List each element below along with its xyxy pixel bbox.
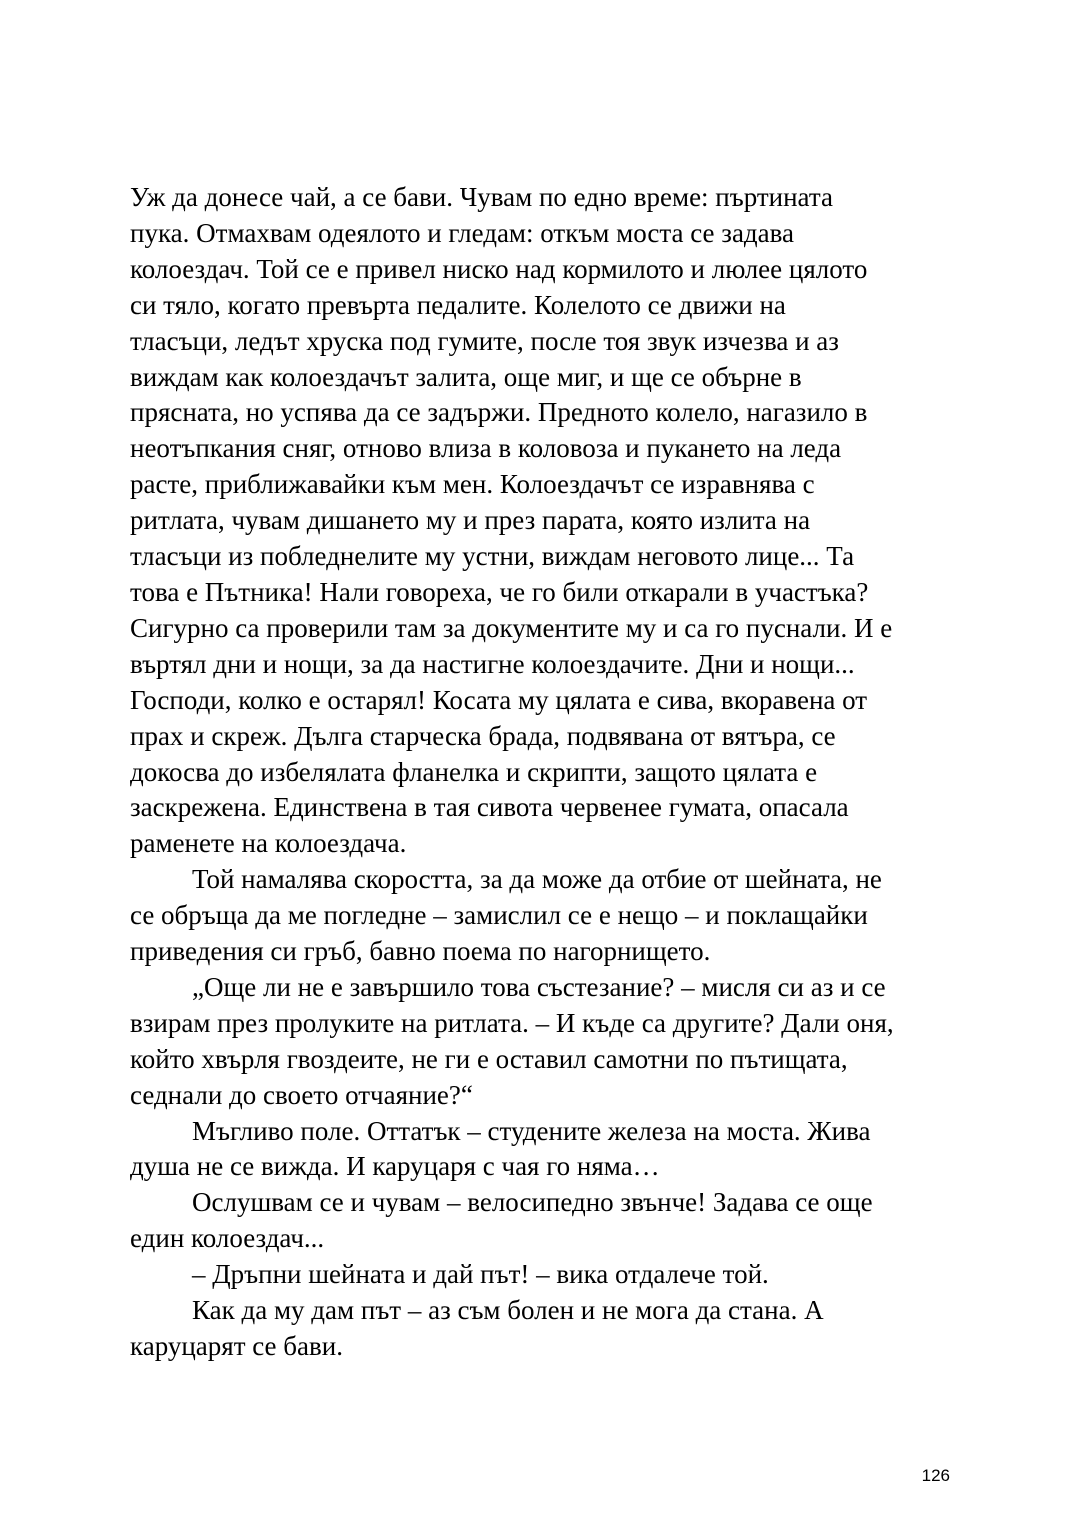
text-line: душа не се вижда. И каруцаря с чая го няма… — [130, 1151, 660, 1182]
text-line: докосва до избелялата фланелка и скрипти, защото цялата е — [130, 756, 818, 787]
text-line: Той намалява скоростта, за да може да отбие от шейната, не — [192, 864, 882, 895]
text-line: расте, приближавайки към мен. Колоездачът се изравнява с — [130, 469, 815, 500]
text-line: седнали до своето отчаяние?“ — [130, 1079, 473, 1110]
text-line: пука. Отмахвам одеялото и гледам: откъм моста се задава — [130, 217, 795, 248]
text-line: „Още ли не е завършило това състезание? – мисля си аз и се — [192, 971, 886, 1002]
text-line: Мъгливо поле. Оттатък – студените железа на моста. Жива — [192, 1115, 871, 1146]
text-line: заскрежена. Единствена в тая сивота червенее гумата, опасала — [130, 792, 849, 823]
text-line: това е Пътника! Нали говореха, че го били откарали в участъка? — [130, 576, 869, 607]
text-line: се обръща да ме погледне – замислил се е нещо – и поклащайки — [130, 900, 868, 931]
text-line: Ослушвам се и чувам – велосипедно звънче! Задава се още — [192, 1187, 873, 1218]
text-line: който хвърля гвоздеите, не ги е оставил самотни по пътищата, — [130, 1043, 848, 1074]
text-line: тласъци из побледнелите му устни, виждам неговото лице... Та — [130, 541, 855, 572]
text-line: приведения си гръб, бавно поема по нагорнището. — [130, 936, 711, 967]
text-line: каруцарят се бави. — [130, 1331, 343, 1361]
text-line: виждам как колоездачът залита, още миг, и ще се обърне в — [130, 361, 802, 392]
text-line: Сигурно са проверили там за документите му и са го пуснали. И е — [130, 612, 893, 643]
text-line: един колоездач... — [130, 1223, 325, 1254]
text-line: взирам през пролуките на ритлата. – И къде са другите? Дали оня, — [130, 1007, 894, 1038]
text-line: Уж да донесе чай, а се бави. Чувам по едно време: пъртината — [130, 182, 833, 212]
text-line: въртял дни и нощи, за да настигне колоездачите. Дни и нощи... — [130, 648, 855, 679]
text-line: Господи, колко е остарял! Косата му цялата е сива, вкоравена от — [130, 684, 868, 715]
body-text — [130, 180, 960, 1365]
text-line: раменете на колоездача. — [130, 828, 407, 859]
text-line: колоездач. Той се е привел ниско над кормилото и люлее цялото — [130, 253, 868, 284]
text-line: прах и скреж. Дълга старческа брада, подвявана от вятъра, се — [130, 720, 836, 751]
text-line: ритлата, чувам дишането му и през парата, която излита на — [130, 505, 811, 536]
text-line: прясната, но успява да се задържи. Предното колело, нагазило в — [130, 397, 868, 428]
text-line: Как да му дам път – аз съм болен и не мога да стана. А — [192, 1295, 824, 1326]
text-line: си тяло, когато превърта педалите. Колелото се движи на — [130, 289, 786, 320]
page-number: 126 — [921, 1466, 950, 1485]
text-line: – Дръпни шейната и дай път! – вика отдалече той. — [192, 1259, 769, 1290]
text-line: тласъци, ледът хруска под гумите, после тоя звук изчезва и аз — [130, 325, 839, 356]
text-line: неотъпкания сняг, отново влиза в коловоза и пукането на леда — [130, 433, 842, 464]
